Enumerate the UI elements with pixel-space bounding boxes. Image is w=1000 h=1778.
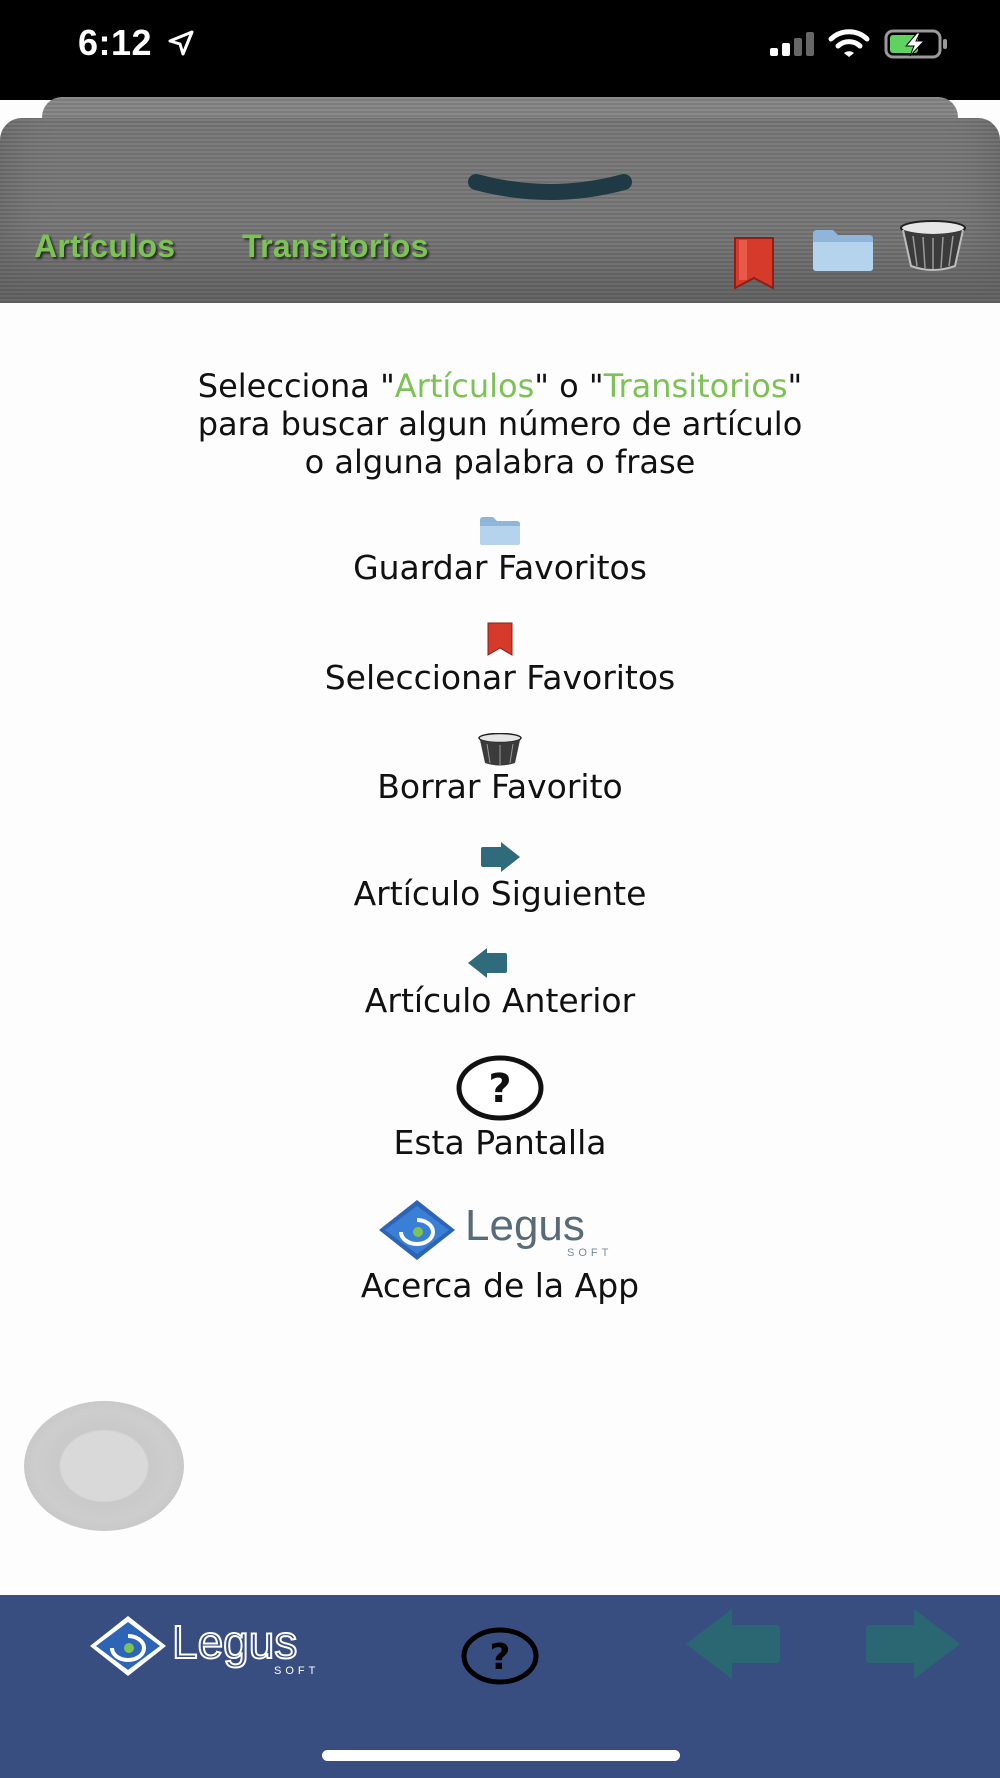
app-header: [0, 118, 1000, 303]
intro-suffix: ": [787, 367, 803, 405]
bookmark-icon[interactable]: [733, 236, 775, 290]
legend-label-guardar: Guardar Favoritos: [353, 548, 647, 587]
articulos-link[interactable]: Artículos: [34, 228, 176, 264]
transitorios-link[interactable]: Transitorios: [242, 228, 429, 264]
arrow-left-icon[interactable]: [684, 1607, 782, 1681]
intro-middle: " o ": [534, 367, 604, 405]
legus-soft-logo: [377, 1198, 625, 1262]
svg-text:Legus: Legus: [172, 1616, 298, 1668]
svg-text:SOFT: SOFT: [274, 1665, 320, 1677]
svg-text:?: ?: [488, 1066, 512, 1112]
legend-label-seleccionar: Seleccionar Favoritos: [324, 658, 676, 697]
trash-icon[interactable]: [899, 220, 967, 272]
intro-articulos: Artículos: [394, 367, 535, 405]
help-icon: [456, 1055, 544, 1121]
intro-transitorios: Transitorios: [603, 367, 788, 405]
legend-label-siguiente: Artículo Siguiente: [353, 874, 647, 913]
svg-text:Legus: Legus: [465, 1201, 585, 1250]
intro-prefix: Selecciona ": [197, 367, 395, 405]
wifi-icon: [828, 28, 870, 58]
arrow-right-icon[interactable]: [864, 1607, 962, 1681]
folder-icon: [479, 514, 521, 546]
bookmark-icon: [487, 622, 513, 656]
chevron-down-icon[interactable]: [468, 172, 632, 206]
arrow-right-icon: [479, 841, 521, 873]
intro-text: [100, 367, 900, 481]
status-bar: [0, 0, 1000, 100]
legend-label-borrar: Borrar Favorito: [377, 767, 623, 806]
folder-icon[interactable]: [811, 226, 875, 272]
intro-line-2: para buscar algun número de artículo: [197, 405, 803, 443]
location-arrow-icon: [168, 30, 194, 56]
help-icon[interactable]: [460, 1625, 540, 1687]
trash-icon: [477, 733, 523, 767]
intro-line-3: o alguna palabra o frase: [304, 443, 696, 481]
arrow-left-icon: [467, 947, 509, 979]
legend-label-pantalla: Esta Pantalla: [393, 1123, 607, 1162]
cellular-signal-icon: [770, 32, 816, 56]
battery-charging-icon: [884, 28, 950, 60]
legend-label-acerca: Acerca de la App: [360, 1266, 640, 1305]
legus-soft-logo[interactable]: [88, 1612, 322, 1682]
assistive-touch-button[interactable]: [24, 1401, 184, 1531]
status-time: 6:12: [78, 22, 153, 63]
svg-text:SOFT: SOFT: [567, 1247, 613, 1259]
legend-label-anterior: Artículo Anterior: [364, 981, 636, 1020]
home-indicator[interactable]: [322, 1750, 680, 1761]
svg-text:?: ?: [489, 1637, 511, 1678]
